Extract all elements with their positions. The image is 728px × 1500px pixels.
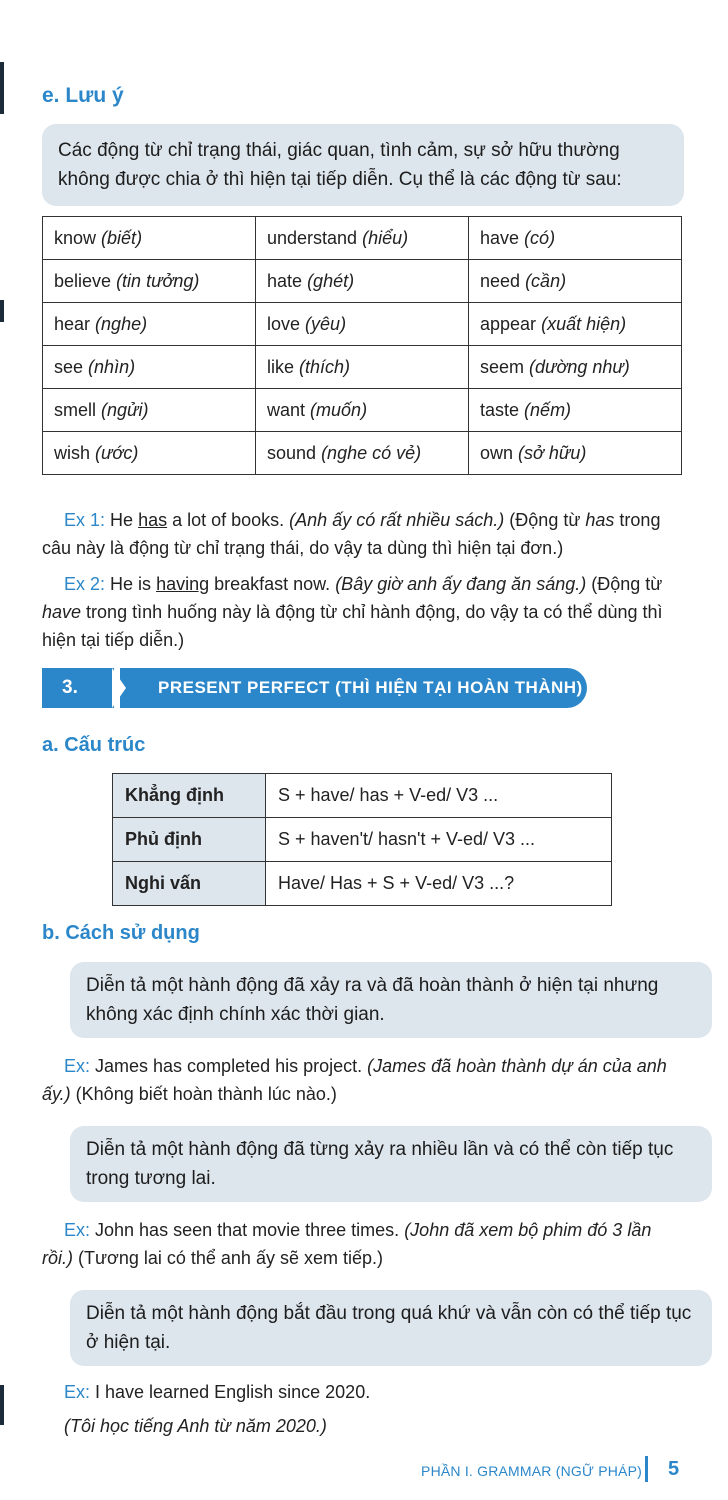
- structure-label: Phủ định: [113, 818, 266, 862]
- structure-heading: a. Cấu trúc: [42, 734, 146, 756]
- ex-label: Ex:: [64, 1382, 91, 1402]
- verb-vietnamese: (ghét): [307, 270, 355, 291]
- structure-formula: Have/ Has + S + V-ed/ V3 ...?: [266, 862, 612, 906]
- verb-vietnamese: (nghe có vẻ): [321, 442, 422, 463]
- usage-text: Diễn tả một hành động đã từng xảy ra nhiều lần và có thể còn tiếp tục trong tương lai.: [86, 1139, 674, 1189]
- verb-vietnamese: (có): [524, 227, 556, 248]
- verb-vietnamese: (nghe): [95, 313, 148, 334]
- verb-cell: [469, 389, 682, 432]
- verb-english: wish: [54, 442, 91, 463]
- ex-note: (Không biết hoàn thành lúc nào.): [70, 1084, 337, 1104]
- verb-english: understand: [267, 227, 358, 248]
- table-row: [113, 818, 612, 862]
- verb-vietnamese: (nếm): [524, 399, 572, 420]
- usage-box-1: [70, 962, 712, 1038]
- usage-example-1: [42, 1052, 682, 1108]
- ex-underlined: has: [138, 510, 168, 530]
- table-row: [43, 389, 682, 432]
- ex-label: Ex:: [64, 1220, 91, 1240]
- verb-table: [42, 216, 682, 475]
- verb-cell: [256, 260, 469, 303]
- verb-cell: [43, 260, 256, 303]
- verb-english: know: [54, 227, 97, 248]
- example-1: [42, 506, 682, 562]
- ex-text: He: [110, 510, 139, 530]
- ex-text: I have learned English since 2020.: [90, 1382, 371, 1402]
- table-row: [43, 260, 682, 303]
- ex-text: John has seen that movie three times.: [90, 1220, 405, 1240]
- usage-example-3: [64, 1378, 684, 1440]
- ex-note: (Động từ: [504, 510, 586, 530]
- table-row: [43, 217, 682, 260]
- verb-english: appear: [480, 313, 537, 334]
- verb-cell: [469, 217, 682, 260]
- section-e-heading: e. Lưu ý: [42, 84, 124, 107]
- edge-mark: [0, 62, 4, 114]
- ex-translation: (Anh ấy có rất nhiều sách.): [289, 510, 505, 530]
- structure-label: Nghi vấn: [113, 862, 266, 906]
- verb-cell: [43, 346, 256, 389]
- ex-translation: (Tôi học tiếng Anh từ năm 2020.): [64, 1416, 327, 1436]
- verb-vietnamese: (ước): [95, 442, 139, 463]
- verb-vietnamese: (cần): [525, 270, 567, 291]
- verb-cell: [256, 389, 469, 432]
- usage-text: Diễn tả một hành động bắt đầu trong quá khứ và vẫn còn có thể tiếp tục ở hiện tại.: [86, 1303, 692, 1353]
- ex-underlined: having: [156, 574, 210, 594]
- ex-translation: (John đã xem bộ phim đó 3 lần rồi.): [42, 1220, 652, 1268]
- verb-cell: [43, 217, 256, 260]
- verb-english: see: [54, 356, 84, 377]
- verb-english: need: [480, 270, 521, 291]
- usage-example-2: [42, 1216, 682, 1272]
- chevron-gap: [112, 668, 126, 708]
- verb-vietnamese: (yêu): [305, 313, 347, 334]
- verb-cell: [256, 217, 469, 260]
- table-row: [43, 432, 682, 475]
- verb-vietnamese: (hiểu): [362, 227, 409, 248]
- ex-text: a lot of books.: [167, 510, 290, 530]
- usage-heading: b. Cách sử dụng: [42, 922, 200, 944]
- ex-note: trong câu này là động từ chỉ trạng thái, do vậy ta dùng thì hiện tại đơn.): [42, 510, 661, 558]
- table-row: [43, 303, 682, 346]
- verb-vietnamese: (biết): [101, 227, 143, 248]
- verb-cell: [43, 303, 256, 346]
- section-3-banner: [42, 668, 587, 708]
- verb-english: hear: [54, 313, 91, 334]
- verb-cell: [469, 303, 682, 346]
- structure-formula: S + have/ has + V-ed/ V3 ...: [266, 774, 612, 818]
- verb-cell: [256, 346, 469, 389]
- verb-vietnamese: (xuất hiện): [541, 313, 627, 334]
- ex-note: (Động từ: [586, 574, 663, 594]
- ex-label: Ex:: [64, 1056, 91, 1076]
- verb-english: hate: [267, 270, 303, 291]
- table-row: [43, 346, 682, 389]
- verb-english: seem: [480, 356, 525, 377]
- verb-cell: [469, 432, 682, 475]
- verb-cell: [43, 389, 256, 432]
- verb-vietnamese: (thích): [299, 356, 351, 377]
- ex-translation: (James đã hoàn thành dự án của anh ấy.): [42, 1056, 667, 1104]
- structure-label: Khẳng định: [113, 774, 266, 818]
- note-text: Các động từ chỉ trạng thái, giác quan, tình cảm, sự sở hữu thường không được chia ở thì hiện tại tiếp diễn. Cụ thể là các động từ sau:: [58, 140, 622, 190]
- ex-text: breakfast now.: [209, 574, 336, 594]
- ex-note: trong tình huống này là động từ chỉ hành động, do vậy ta có thể dùng thì hiện tại tiếp diễn.): [42, 602, 663, 650]
- structure-formula: S + haven't/ hasn't + V-ed/ V3 ...: [266, 818, 612, 862]
- edge-mark: [0, 1385, 4, 1425]
- verb-english: smell: [54, 399, 97, 420]
- ex-label: Ex 2:: [64, 574, 106, 594]
- verb-cell: [469, 346, 682, 389]
- verb-cell: [256, 303, 469, 346]
- verb-english: have: [480, 227, 520, 248]
- verb-vietnamese: (sở hữu): [518, 442, 587, 463]
- verb-english: taste: [480, 399, 520, 420]
- ex-note: (Tương lai có thể anh ấy sẽ xem tiếp.): [73, 1248, 383, 1268]
- verb-vietnamese: (tin tưởng): [116, 270, 200, 291]
- table-row: [113, 862, 612, 906]
- ex-label: Ex 1:: [64, 510, 106, 530]
- table-row: [113, 774, 612, 818]
- section-title: PRESENT PERFECT (THÌ HIỆN TẠI HOÀN THÀNH): [120, 668, 587, 708]
- verb-english: like: [267, 356, 295, 377]
- ex-translation: (Bây giờ anh ấy đang ăn sáng.): [335, 574, 587, 594]
- verb-cell: [469, 260, 682, 303]
- verb-vietnamese: (nhìn): [88, 356, 136, 377]
- usage-box-2: [70, 1126, 712, 1202]
- ex-note-italic: has: [585, 510, 615, 530]
- footer-label: PHẦN I. GRAMMAR (NGỮ PHÁP): [421, 1463, 642, 1479]
- ex-text: He is: [110, 574, 157, 594]
- verb-cell: [256, 432, 469, 475]
- verb-english: own: [480, 442, 514, 463]
- verb-vietnamese: (ngửi): [101, 399, 149, 420]
- structure-table: [112, 773, 612, 906]
- usage-text: Diễn tả một hành động đã xảy ra và đã hoàn thành ở hiện tại nhưng không xác định chính xác thời gian.: [86, 975, 659, 1025]
- ex-note-italic: have: [42, 602, 82, 622]
- note-box: [42, 124, 684, 206]
- verb-english: sound: [267, 442, 317, 463]
- edge-mark: [0, 300, 4, 322]
- verb-vietnamese: (muốn): [310, 399, 368, 420]
- verb-cell: [43, 432, 256, 475]
- verb-english: want: [267, 399, 306, 420]
- section-number: 3.: [42, 668, 114, 708]
- usage-box-3: [70, 1290, 712, 1366]
- verb-english: believe: [54, 270, 112, 291]
- ex-text: James has completed his project.: [90, 1056, 368, 1076]
- verb-vietnamese: (dường như): [529, 356, 630, 377]
- page-number: 5: [668, 1458, 680, 1480]
- example-2: [42, 570, 682, 654]
- verb-english: love: [267, 313, 301, 334]
- footer-divider: [645, 1456, 648, 1482]
